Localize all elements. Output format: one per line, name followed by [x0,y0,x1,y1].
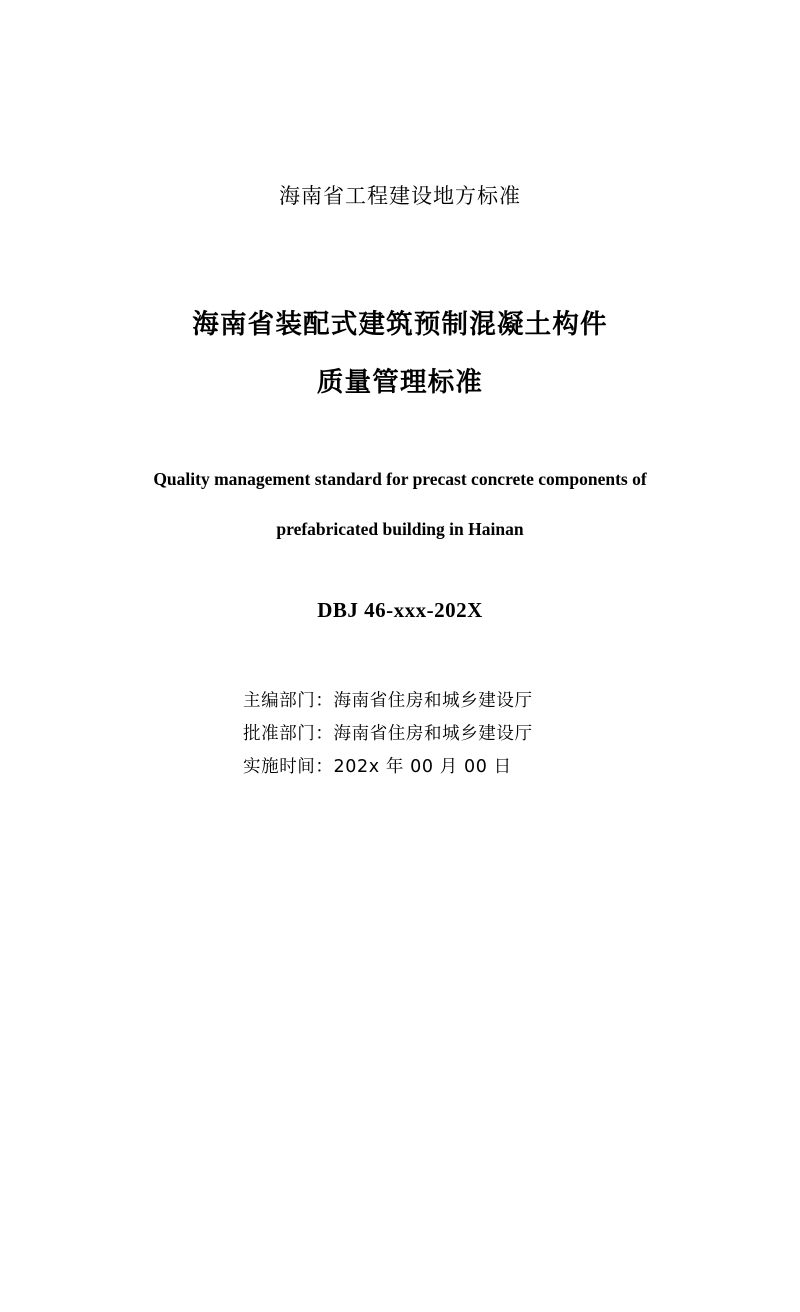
english-title-line-1: Quality management standard for precast concrete components of [153,469,647,489]
english-title [0,454,800,554]
meta-row-editing-department: 主编部门：海南省住房和城乡建设厅 [243,691,533,711]
meta-row-implementation-date: 实施时间：202x 年 00 月 00 日 [243,757,512,777]
document-page [0,180,800,1312]
title-line-1: 海南省装配式建筑预制混凝土构件 [192,309,608,340]
standard-code: DBJ 46-xxx-202X [317,598,483,622]
document-meta [0,685,800,784]
document-title [0,296,800,412]
standard-series-line: 海南省工程建设地方标准 [279,184,521,208]
title-line-2: 质量管理标准 [316,367,484,398]
english-title-line-2: prefabricated building in Hainan [276,519,524,539]
meta-row-approval-department: 批准部门：海南省住房和城乡建设厅 [243,724,533,744]
